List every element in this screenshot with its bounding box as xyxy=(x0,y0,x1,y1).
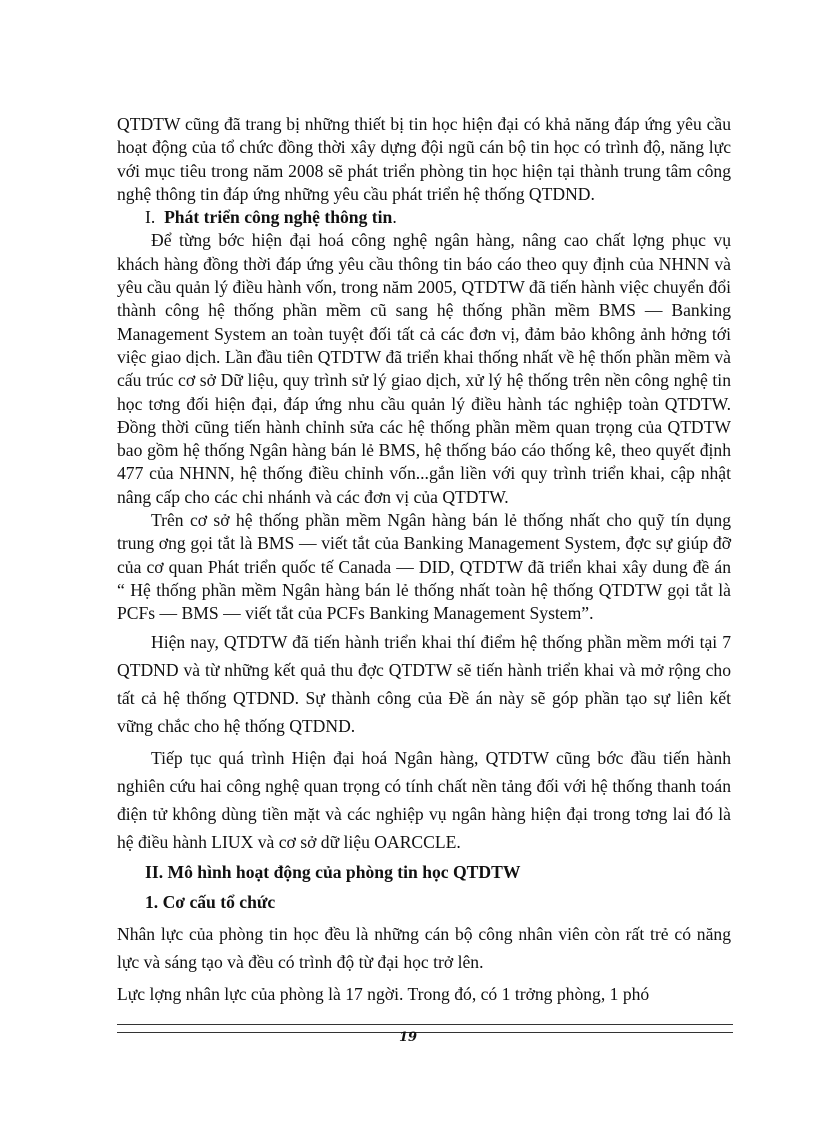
section-heading-i xyxy=(117,206,731,229)
page-number: 19 xyxy=(398,1030,418,1045)
document-body xyxy=(117,113,731,1008)
paragraph-intro: QTDTW cũng đã trang bị những thiết bị tin học hiện đại có khả năng đáp ứng yêu cầu hoạt động của tổ chức đồng thời xây dựng đội ngũ cán bộ tin học có trình độ, năng lực với mục tiêu trong năm 2008 sẽ phát triển phòng tin học hiện tại thành trung tâm công nghệ thông tin đáp ứng những yêu cầu phát triển hệ thống QTDND. xyxy=(117,114,731,204)
section-heading-ii: II. Mô hình hoạt động của phòng tin học QTDTW xyxy=(145,861,521,882)
section-title-dot: . xyxy=(392,207,397,228)
paragraph-staff-count: Lực lợng nhân lực của phòng là 17 ngời. Trong đó, có 1 trởng phòng, 1 phó xyxy=(117,983,650,1004)
section-title-i: Phát triển công nghệ thông tin xyxy=(164,207,393,228)
paragraph-bms-project: Trên cơ sở hệ thống phần mềm Ngân hàng bán lẻ thống nhất cho quỹ tín dụng trung ơng gọi tắt là BMS — viết tắt của Banking Management System, đợc sự giúp đỡ của cơ quan Phát triển quốc tế Canada — DID, QTDTW đã triển khai xây dung đề án “ Hệ thống phần mềm Ngân hàng bán lẻ thống nhất toàn hệ thống QTDTW gọi tắt là PCFs — BMS — viết tắt của PCFs Banking Management System”. xyxy=(117,510,731,624)
section-number-i: I. xyxy=(145,207,156,228)
paragraph-research: Tiếp tục quá trình Hiện đại hoá Ngân hàng, QTDTW cũng bớc đầu tiến hành nghiên cứu hai công nghệ quan trọng có tính chất nền tảng đối với hệ thống thanh toán điện tử không dùng tiền mặt và các nghiệp vụ ngân hàng hiện đại trong tơng lai đó là hệ điều hành LIUX và cơ sở dữ liệu OARCCLE. xyxy=(117,747,731,852)
paragraph-staff: Nhân lực của phòng tin học đều là những cán bộ công nhân viên còn rất trẻ có năng lực và sáng tạo và đều có trình độ từ đại học trở lên. xyxy=(117,923,731,972)
paragraph-pilot: Hiện nay, QTDTW đã tiến hành triển khai thí điểm hệ thống phần mềm mới tại 7 QTDND và từ những kết quả thu đợc QTDTW sẽ tiến hành triển khai và mở rộng cho tất cả hệ thống QTDND. Sự thành công của Đề án này sẽ góp phần tạo sự liên kết vững chắc cho hệ thống QTDND. xyxy=(117,631,731,736)
paragraph-modernization: Để từng bớc hiện đại hoá công nghệ ngân hàng, nâng cao chất lợng phục vụ khách hàng đồng thời đáp ứng yêu cầu thông tin báo cáo theo quy định của NHNN và yêu cầu quản lý điều hành vốn, trong năm 2005, QTDTW đã tiến hành việc chuyển đổi thành công hệ thống phần mềm cũ sang hệ thống phần mềm BMS — Banking Management System an toàn tuyệt đối tất cả các đơn vị, đảm bảo không ảnh hởng tới việc giao dịch. Lần đầu tiên QTDTW đã triển khai thống nhất về hệ thốn phần mềm và cấu trúc cơ sở Dữ liệu, quy trình sử lý giao dịch, xử lý hệ thống trên nền công nghệ tin học tơng đối hiện đại, đáp ứng nhu cầu quản lý điều hành tác nghiệp toàn QTDTW. Đồng thời cũng tiến hành chỉnh sửa các hệ thống phần mềm quan trọng của QTDTW bao gồm hệ thống Ngân hàng bán lẻ BMS, hệ thống báo cáo thống kê, theo quyết định 477 của NHNN, hệ thống điều chỉnh vốn...gắn liền với quy trình triển khai, cập nhật nâng cấp cho các chi nhánh và các đơn vị của QTDTW. xyxy=(117,230,731,507)
subsection-heading-1: 1. Cơ cấu tổ chức xyxy=(145,891,276,912)
